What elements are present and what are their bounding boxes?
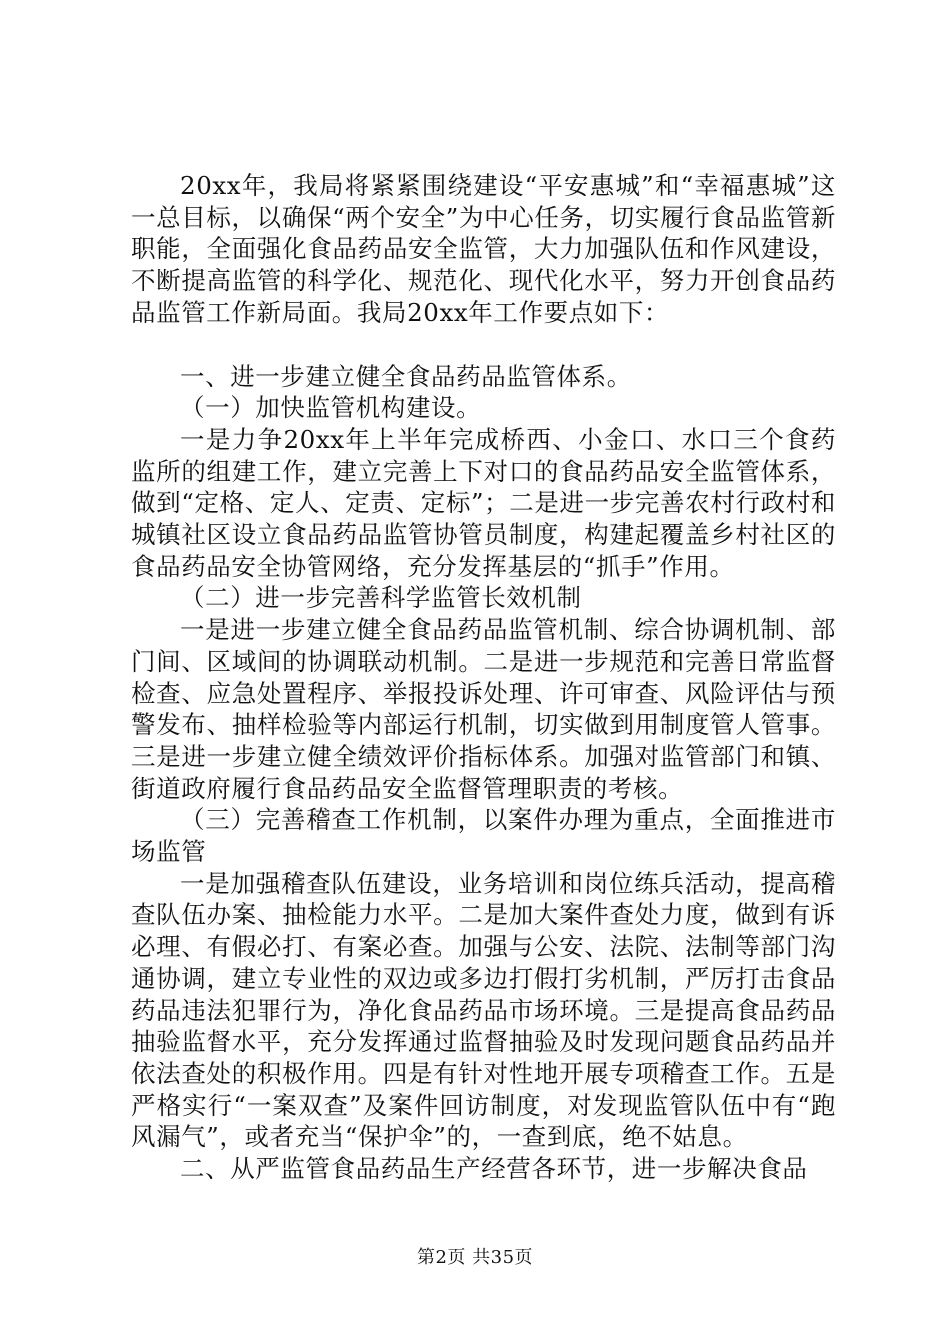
subsection-body-3: 一是加强稽查队伍建设，业务培训和岗位练兵活动，提高稽查队伍办案、抽检能力水平。二是加大案件查处力度，做到有诉必理、有假必打、有案必查。加强与公安、法院、法制等部门沟通协调，建立专业性的双边或多边打假打劣机制，严厉打击食品药品违法犯罪行为，净化食品药品市场环境。三是提高食品药品抽验监督水平，充分发挥通过监督抽验及时发现问题食品药品并依法查处的积极作用。四是有针对性地开展专项稽查工作。五是严格实行“一案双查”及案件回访制度，对发现监管队伍中有“跑风漏气”，或者充当“保护伞”的，一查到底，绝不姑息。 <box>131 868 836 1152</box>
subsection-heading-1: （一）加快监管机构建设。 <box>180 393 482 423</box>
subsection-body-1: 一是力争20xx年上半年完成桥西、小金口、水口三个食药监所的组建工作，建立完善上下对口的食品药品安全监管体系，做到“定格、定人、定责、定标”；二是进一步完善农村行政村和城镇社区设立食品药品监管协管员制度，构建起覆盖乡村社区的食品药品安全协管网络，充分发挥基层的“抓手”作用。 <box>131 424 836 581</box>
subsection-heading-3: （三）完善稽查工作机制，以案件办理为重点，全面推进市场监管 <box>131 805 836 867</box>
page-number-footer: 第2页 共35页 <box>416 1247 534 1268</box>
document-body <box>131 170 836 1185</box>
section-heading-1: 一、进一步建立健全食品药品监管体系。 <box>180 361 632 391</box>
subsection-body-2: 一是进一步建立健全食品药品监管机制、综合协调机制、部门间、区域间的协调联动机制。二是进一步规范和完善日常监督检查、应急处置程序、举报投诉处理、许可审查、风险评估与预警发布、抽样检验等内部运行机制，切实做到用制度管人管事。三是进一步建立健全绩效评价指标体系。加强对监管部门和镇、街道政府履行食品药品安全监督管理职责的考核。 <box>131 615 836 803</box>
paragraph-gap <box>131 329 836 361</box>
intro-paragraph: 20xx年，我局将紧紧围绕建设“平安惠城”和“幸福惠城”这一总目标，以确保“两个安全”为中心任务，切实履行食品监管新职能，全面强化食品药品安全监管，大力加强队伍和作风建设，不断提高监管的科学化、规范化、现代化水平，努力开创食品药品监管工作新局面。我局20xx年工作要点如下： <box>131 171 836 327</box>
subsection-heading-2: （二）进一步完善科学监管长效机制 <box>180 583 582 613</box>
section-heading-2: 二、从严监管食品药品生产经营各环节，进一步解决食品 <box>180 1154 808 1184</box>
